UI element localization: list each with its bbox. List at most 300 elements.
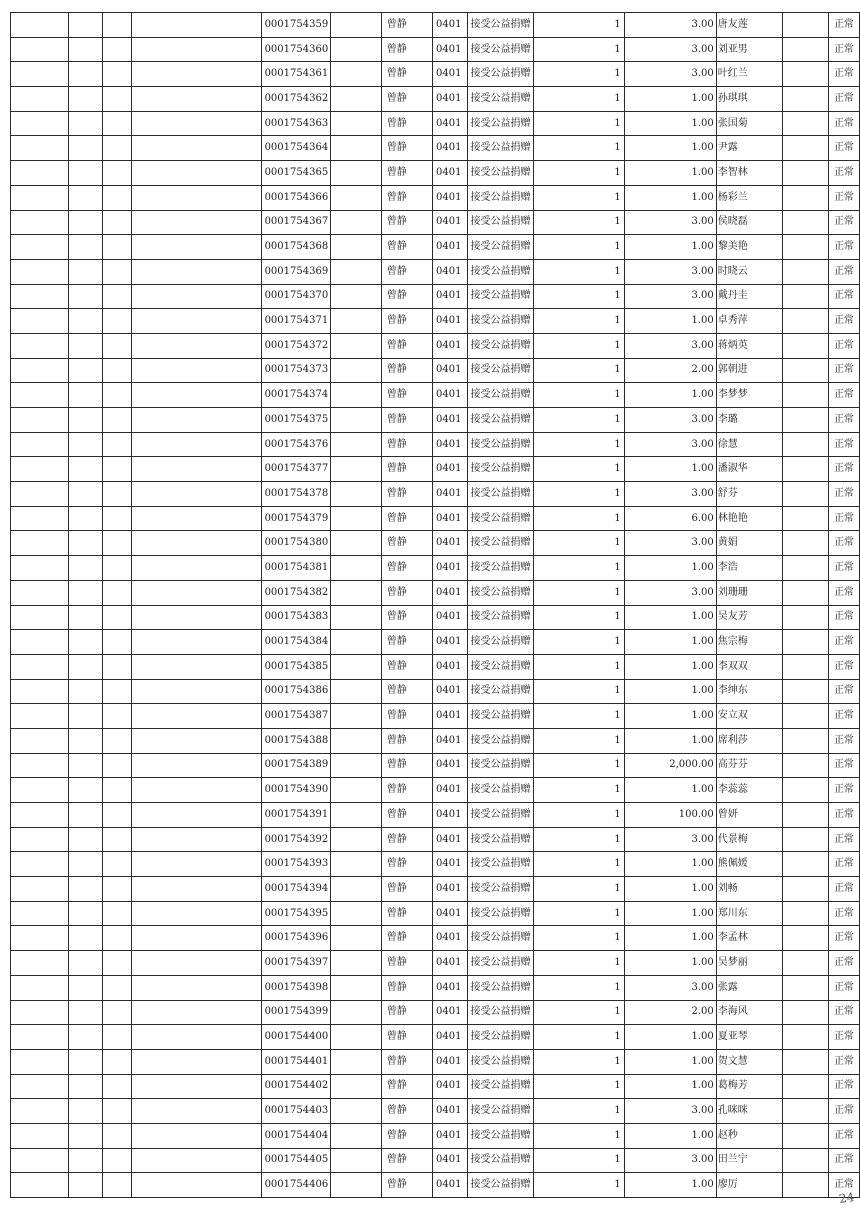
amount-cell: 3.00 — [624, 580, 716, 605]
blank-cell — [331, 408, 382, 433]
invoice-number-cell: 0001754379 — [261, 506, 331, 531]
table-row — [11, 605, 860, 630]
type-cell: 接受公益捐赠 — [467, 728, 533, 753]
blank-cell — [69, 654, 102, 679]
blank-cell — [11, 333, 69, 358]
invoice-number-cell: 0001754377 — [261, 457, 331, 482]
table-row — [11, 482, 860, 507]
invoice-number-cell: 0001754388 — [261, 728, 331, 753]
blank-cell — [783, 1000, 828, 1025]
invoice-number-cell: 0001754387 — [261, 704, 331, 729]
status-cell: 正常 — [828, 383, 859, 408]
quantity-cell: 1 — [533, 161, 624, 186]
amount-cell: 3.00 — [624, 333, 716, 358]
blank-cell — [131, 1173, 261, 1198]
blank-cell — [11, 728, 69, 753]
blank-cell — [131, 235, 261, 260]
status-cell: 正常 — [828, 185, 859, 210]
donor-name-cell: 张国菊 — [716, 111, 783, 136]
blank-cell — [69, 358, 102, 383]
blank-cell — [783, 877, 828, 902]
blank-cell — [11, 259, 69, 284]
table-row — [11, 432, 860, 457]
code-cell: 0401 — [433, 259, 468, 284]
operator-cell: 曾静 — [381, 827, 432, 852]
blank-cell — [331, 901, 382, 926]
blank-cell — [131, 778, 261, 803]
status-cell: 正常 — [828, 630, 859, 655]
table-row — [11, 1148, 860, 1173]
blank-cell — [102, 235, 131, 260]
quantity-cell: 1 — [533, 136, 624, 161]
type-cell: 接受公益捐赠 — [467, 1025, 533, 1050]
blank-cell — [783, 827, 828, 852]
table-row — [11, 926, 860, 951]
blank-cell — [331, 778, 382, 803]
blank-cell — [783, 654, 828, 679]
table-row — [11, 185, 860, 210]
quantity-cell: 1 — [533, 383, 624, 408]
blank-cell — [102, 333, 131, 358]
type-cell: 接受公益捐赠 — [467, 358, 533, 383]
blank-cell — [783, 803, 828, 828]
blank-cell — [331, 136, 382, 161]
blank-cell — [783, 259, 828, 284]
blank-cell — [331, 827, 382, 852]
invoice-number-cell: 0001754381 — [261, 556, 331, 581]
status-cell: 正常 — [828, 1000, 859, 1025]
code-cell: 0401 — [433, 1000, 468, 1025]
blank-cell — [331, 37, 382, 62]
blank-cell — [331, 1074, 382, 1099]
blank-cell — [69, 778, 102, 803]
type-cell: 接受公益捐赠 — [467, 482, 533, 507]
blank-cell — [131, 1025, 261, 1050]
type-cell: 接受公益捐赠 — [467, 901, 533, 926]
status-cell: 正常 — [828, 1148, 859, 1173]
status-cell: 正常 — [828, 580, 859, 605]
blank-cell — [11, 1123, 69, 1148]
blank-cell — [11, 309, 69, 334]
code-cell: 0401 — [433, 630, 468, 655]
table-row — [11, 877, 860, 902]
table-row — [11, 630, 860, 655]
quantity-cell: 1 — [533, 185, 624, 210]
invoice-number-cell: 0001754370 — [261, 284, 331, 309]
donor-name-cell: 焦宗梅 — [716, 630, 783, 655]
blank-cell — [102, 1049, 131, 1074]
code-cell: 0401 — [433, 1173, 468, 1198]
donor-name-cell: 黎美艳 — [716, 235, 783, 260]
blank-cell — [131, 506, 261, 531]
blank-cell — [11, 1148, 69, 1173]
table-row — [11, 901, 860, 926]
type-cell: 接受公益捐赠 — [467, 1148, 533, 1173]
code-cell: 0401 — [433, 210, 468, 235]
quantity-cell: 1 — [533, 877, 624, 902]
invoice-number-cell: 0001754371 — [261, 309, 331, 334]
operator-cell: 曾静 — [381, 210, 432, 235]
blank-cell — [783, 1025, 828, 1050]
blank-cell — [69, 679, 102, 704]
table-row — [11, 852, 860, 877]
blank-cell — [131, 556, 261, 581]
operator-cell: 曾静 — [381, 1074, 432, 1099]
blank-cell — [783, 185, 828, 210]
type-cell: 接受公益捐赠 — [467, 803, 533, 828]
blank-cell — [69, 37, 102, 62]
quantity-cell: 1 — [533, 704, 624, 729]
quantity-cell: 1 — [533, 926, 624, 951]
blank-cell — [131, 975, 261, 1000]
blank-cell — [69, 1000, 102, 1025]
code-cell: 0401 — [433, 457, 468, 482]
table-row — [11, 408, 860, 433]
code-cell: 0401 — [433, 161, 468, 186]
quantity-cell: 1 — [533, 605, 624, 630]
blank-cell — [331, 383, 382, 408]
blank-cell — [331, 1099, 382, 1124]
blank-cell — [331, 87, 382, 112]
blank-cell — [783, 951, 828, 976]
blank-cell — [69, 728, 102, 753]
quantity-cell: 1 — [533, 679, 624, 704]
invoice-number-cell: 0001754395 — [261, 901, 331, 926]
type-cell: 接受公益捐赠 — [467, 62, 533, 87]
invoice-number-cell: 0001754406 — [261, 1173, 331, 1198]
blank-cell — [11, 506, 69, 531]
invoice-number-cell: 0001754368 — [261, 235, 331, 260]
status-cell: 正常 — [828, 13, 859, 38]
amount-cell: 1.00 — [624, 111, 716, 136]
blank-cell — [11, 111, 69, 136]
blank-cell — [131, 1000, 261, 1025]
blank-cell — [131, 383, 261, 408]
blank-cell — [783, 679, 828, 704]
blank-cell — [131, 457, 261, 482]
quantity-cell: 1 — [533, 432, 624, 457]
operator-cell: 曾静 — [381, 605, 432, 630]
status-cell: 正常 — [828, 309, 859, 334]
blank-cell — [102, 926, 131, 951]
invoice-number-cell: 0001754372 — [261, 333, 331, 358]
type-cell: 接受公益捐赠 — [467, 654, 533, 679]
donor-name-cell: 安立双 — [716, 704, 783, 729]
code-cell: 0401 — [433, 704, 468, 729]
table-row — [11, 556, 860, 581]
code-cell: 0401 — [433, 284, 468, 309]
quantity-cell: 1 — [533, 556, 624, 581]
status-cell: 正常 — [828, 333, 859, 358]
blank-cell — [131, 309, 261, 334]
quantity-cell: 1 — [533, 333, 624, 358]
amount-cell: 3.00 — [624, 284, 716, 309]
operator-cell: 曾静 — [381, 408, 432, 433]
status-cell: 正常 — [828, 803, 859, 828]
table-row — [11, 457, 860, 482]
quantity-cell: 1 — [533, 531, 624, 556]
blank-cell — [331, 432, 382, 457]
operator-cell: 曾静 — [381, 1173, 432, 1198]
blank-cell — [11, 1000, 69, 1025]
quantity-cell: 1 — [533, 235, 624, 260]
code-cell: 0401 — [433, 803, 468, 828]
blank-cell — [69, 62, 102, 87]
table-row — [11, 654, 860, 679]
blank-cell — [131, 358, 261, 383]
type-cell: 接受公益捐赠 — [467, 1074, 533, 1099]
blank-cell — [102, 284, 131, 309]
blank-cell — [131, 185, 261, 210]
quantity-cell: 1 — [533, 457, 624, 482]
blank-cell — [102, 803, 131, 828]
type-cell: 接受公益捐赠 — [467, 580, 533, 605]
operator-cell: 曾静 — [381, 630, 432, 655]
blank-cell — [131, 531, 261, 556]
blank-cell — [783, 1173, 828, 1198]
amount-cell: 1.00 — [624, 235, 716, 260]
donor-name-cell: 吴友芳 — [716, 605, 783, 630]
status-cell: 正常 — [828, 1173, 859, 1198]
quantity-cell: 1 — [533, 1173, 624, 1198]
table-row — [11, 951, 860, 976]
code-cell: 0401 — [433, 482, 468, 507]
donor-name-cell: 李璐 — [716, 408, 783, 433]
blank-cell — [331, 753, 382, 778]
code-cell: 0401 — [433, 852, 468, 877]
amount-cell: 1.00 — [624, 704, 716, 729]
status-cell: 正常 — [828, 1025, 859, 1050]
blank-cell — [69, 556, 102, 581]
operator-cell: 曾静 — [381, 679, 432, 704]
donor-name-cell: 舒芬 — [716, 482, 783, 507]
type-cell: 接受公益捐赠 — [467, 975, 533, 1000]
donor-name-cell: 李绅东 — [716, 679, 783, 704]
donor-name-cell: 李双双 — [716, 654, 783, 679]
quantity-cell: 1 — [533, 358, 624, 383]
blank-cell — [102, 62, 131, 87]
blank-cell — [11, 679, 69, 704]
blank-cell — [102, 975, 131, 1000]
blank-cell — [131, 333, 261, 358]
invoice-number-cell: 0001754397 — [261, 951, 331, 976]
quantity-cell: 1 — [533, 827, 624, 852]
status-cell: 正常 — [828, 704, 859, 729]
blank-cell — [69, 704, 102, 729]
invoice-number-cell: 0001754380 — [261, 531, 331, 556]
invoice-number-cell: 0001754404 — [261, 1123, 331, 1148]
quantity-cell: 1 — [533, 753, 624, 778]
blank-cell — [783, 383, 828, 408]
table-row — [11, 1025, 860, 1050]
type-cell: 接受公益捐赠 — [467, 506, 533, 531]
amount-cell: 1.00 — [624, 926, 716, 951]
amount-cell: 3.00 — [624, 482, 716, 507]
quantity-cell: 1 — [533, 1000, 624, 1025]
blank-cell — [131, 630, 261, 655]
code-cell: 0401 — [433, 309, 468, 334]
amount-cell: 1.00 — [624, 679, 716, 704]
code-cell: 0401 — [433, 13, 468, 38]
code-cell: 0401 — [433, 901, 468, 926]
type-cell: 接受公益捐赠 — [467, 605, 533, 630]
status-cell: 正常 — [828, 1099, 859, 1124]
blank-cell — [69, 87, 102, 112]
blank-cell — [11, 901, 69, 926]
amount-cell: 2.00 — [624, 1000, 716, 1025]
status-cell: 正常 — [828, 951, 859, 976]
blank-cell — [11, 235, 69, 260]
blank-cell — [131, 13, 261, 38]
blank-cell — [783, 482, 828, 507]
operator-cell: 曾静 — [381, 506, 432, 531]
quantity-cell: 1 — [533, 37, 624, 62]
blank-cell — [69, 432, 102, 457]
blank-cell — [102, 1123, 131, 1148]
blank-cell — [102, 778, 131, 803]
type-cell: 接受公益捐赠 — [467, 951, 533, 976]
blank-cell — [11, 1049, 69, 1074]
operator-cell: 曾静 — [381, 87, 432, 112]
amount-cell: 3.00 — [624, 408, 716, 433]
code-cell: 0401 — [433, 506, 468, 531]
amount-cell: 2.00 — [624, 358, 716, 383]
blank-cell — [131, 161, 261, 186]
amount-cell: 3.00 — [624, 259, 716, 284]
blank-cell — [11, 482, 69, 507]
operator-cell: 曾静 — [381, 901, 432, 926]
donor-name-cell: 林艳艳 — [716, 506, 783, 531]
donor-name-cell: 叶红兰 — [716, 62, 783, 87]
status-cell: 正常 — [828, 877, 859, 902]
blank-cell — [131, 803, 261, 828]
donor-name-cell: 刘珊珊 — [716, 580, 783, 605]
blank-cell — [102, 704, 131, 729]
code-cell: 0401 — [433, 531, 468, 556]
blank-cell — [69, 408, 102, 433]
blank-cell — [11, 185, 69, 210]
blank-cell — [131, 37, 261, 62]
type-cell: 接受公益捐赠 — [467, 210, 533, 235]
amount-cell: 3.00 — [624, 37, 716, 62]
invoice-number-cell: 0001754398 — [261, 975, 331, 1000]
invoice-number-cell: 0001754361 — [261, 62, 331, 87]
type-cell: 接受公益捐赠 — [467, 877, 533, 902]
blank-cell — [131, 1099, 261, 1124]
amount-cell: 1.00 — [624, 728, 716, 753]
operator-cell: 曾静 — [381, 728, 432, 753]
invoice-number-cell: 0001754391 — [261, 803, 331, 828]
blank-cell — [331, 111, 382, 136]
blank-cell — [11, 13, 69, 38]
amount-cell: 1.00 — [624, 778, 716, 803]
code-cell: 0401 — [433, 383, 468, 408]
operator-cell: 曾静 — [381, 185, 432, 210]
invoice-number-cell: 0001754366 — [261, 185, 331, 210]
blank-cell — [783, 1148, 828, 1173]
blank-cell — [102, 358, 131, 383]
blank-cell — [131, 87, 261, 112]
code-cell: 0401 — [433, 358, 468, 383]
quantity-cell: 1 — [533, 1049, 624, 1074]
code-cell: 0401 — [433, 1074, 468, 1099]
status-cell: 正常 — [828, 408, 859, 433]
blank-cell — [783, 136, 828, 161]
code-cell: 0401 — [433, 827, 468, 852]
amount-cell: 3.00 — [624, 827, 716, 852]
blank-cell — [102, 654, 131, 679]
quantity-cell: 1 — [533, 803, 624, 828]
blank-cell — [331, 62, 382, 87]
table-row — [11, 778, 860, 803]
blank-cell — [783, 630, 828, 655]
type-cell: 接受公益捐赠 — [467, 679, 533, 704]
blank-cell — [102, 877, 131, 902]
donor-name-cell: 刘畅 — [716, 877, 783, 902]
blank-cell — [69, 161, 102, 186]
invoice-number-cell: 0001754384 — [261, 630, 331, 655]
blank-cell — [783, 408, 828, 433]
blank-cell — [131, 580, 261, 605]
status-cell: 正常 — [828, 432, 859, 457]
blank-cell — [69, 605, 102, 630]
invoice-number-cell: 0001754360 — [261, 37, 331, 62]
status-cell: 正常 — [828, 778, 859, 803]
blank-cell — [11, 531, 69, 556]
blank-cell — [102, 506, 131, 531]
blank-cell — [783, 580, 828, 605]
type-cell: 接受公益捐赠 — [467, 1099, 533, 1124]
invoice-number-cell: 0001754359 — [261, 13, 331, 38]
type-cell: 接受公益捐赠 — [467, 926, 533, 951]
blank-cell — [102, 259, 131, 284]
quantity-cell: 1 — [533, 852, 624, 877]
table-row — [11, 333, 860, 358]
blank-cell — [331, 161, 382, 186]
type-cell: 接受公益捐赠 — [467, 309, 533, 334]
blank-cell — [131, 654, 261, 679]
table-row — [11, 259, 860, 284]
blank-cell — [102, 432, 131, 457]
quantity-cell: 1 — [533, 1148, 624, 1173]
code-cell: 0401 — [433, 1049, 468, 1074]
operator-cell: 曾静 — [381, 877, 432, 902]
blank-cell — [102, 556, 131, 581]
donor-name-cell: 田兰宁 — [716, 1148, 783, 1173]
blank-cell — [783, 358, 828, 383]
blank-cell — [11, 1173, 69, 1198]
quantity-cell: 1 — [533, 284, 624, 309]
blank-cell — [783, 753, 828, 778]
blank-cell — [331, 531, 382, 556]
amount-cell: 1.00 — [624, 161, 716, 186]
quantity-cell: 1 — [533, 62, 624, 87]
blank-cell — [11, 704, 69, 729]
type-cell: 接受公益捐赠 — [467, 432, 533, 457]
donor-name-cell: 吴梦丽 — [716, 951, 783, 976]
blank-cell — [69, 210, 102, 235]
blank-cell — [69, 259, 102, 284]
donor-name-cell: 李梦梦 — [716, 383, 783, 408]
blank-cell — [331, 1123, 382, 1148]
blank-cell — [69, 753, 102, 778]
code-cell: 0401 — [433, 235, 468, 260]
quantity-cell: 1 — [533, 778, 624, 803]
blank-cell — [331, 654, 382, 679]
type-cell: 接受公益捐赠 — [467, 531, 533, 556]
invoice-number-cell: 0001754393 — [261, 852, 331, 877]
blank-cell — [783, 432, 828, 457]
